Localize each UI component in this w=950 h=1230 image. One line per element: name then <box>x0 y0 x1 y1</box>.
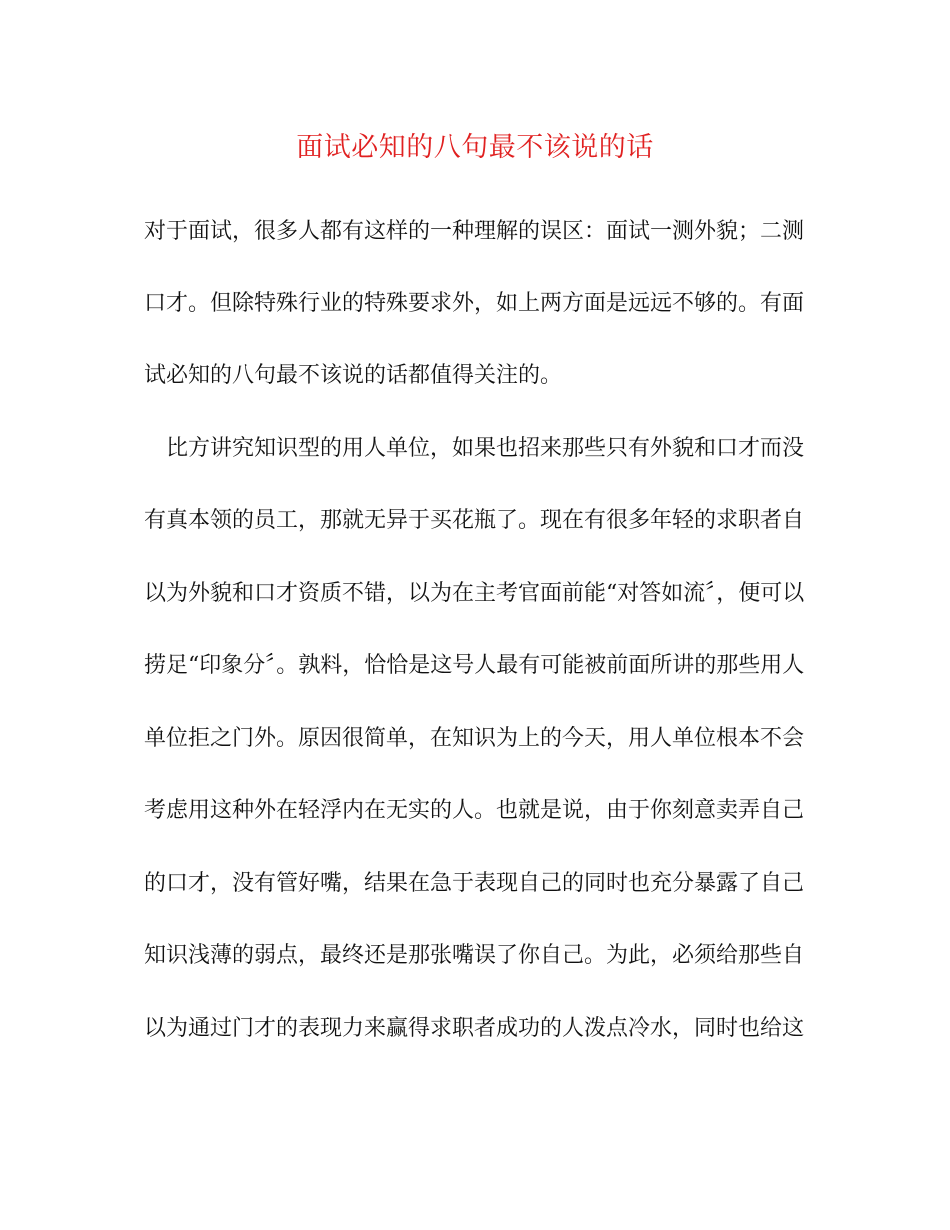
body-line: 以为通过门才的表现力来赢得求职者成功的人泼点冷水，同时也给这 <box>144 1016 805 1041</box>
body-line: 对于面试，很多人都有这样的一种理解的误区：面试一测外貌；二测 <box>144 219 805 244</box>
document-title: 面试必知的八句最不该说的话 <box>296 132 654 163</box>
body-line: 比方讲究知识型的用人单位，如果也招来那些只有外貌和口才而没 <box>144 436 805 461</box>
body-line: 有真本领的员工，那就无异于买花瓶了。现在有很多年轻的求职者自 <box>144 508 805 533</box>
body-line: 知识浅薄的弱点，最终还是那张嘴误了你自己。为此，必须给那些自 <box>144 943 805 968</box>
body-line: 的口才，没有管好嘴，结果在急于表现自己的同时也充分暴露了自己 <box>144 871 805 896</box>
body-line: 捞足“印象分〞。孰料，恰恰是这号人最有可能被前面所讲的那些用人 <box>144 653 805 678</box>
body-line: 单位拒之门外。原因很简单，在知识为上的今天，用人单位根本不会 <box>144 726 805 751</box>
body-line: 以为外貌和口才资质不错，以为在主考官面前能“对答如流〞，便可以 <box>144 581 805 606</box>
body-line: 试必知的八句最不该说的话都值得关注的。 <box>144 363 563 388</box>
body-line: 考虑用这种外在轻浮内在无实的人。也就是说，由于你刻意卖弄自己 <box>144 798 805 823</box>
body-line: 口才。但除特殊行业的特殊要求外，如上两方面是远远不够的。有面 <box>144 291 805 316</box>
